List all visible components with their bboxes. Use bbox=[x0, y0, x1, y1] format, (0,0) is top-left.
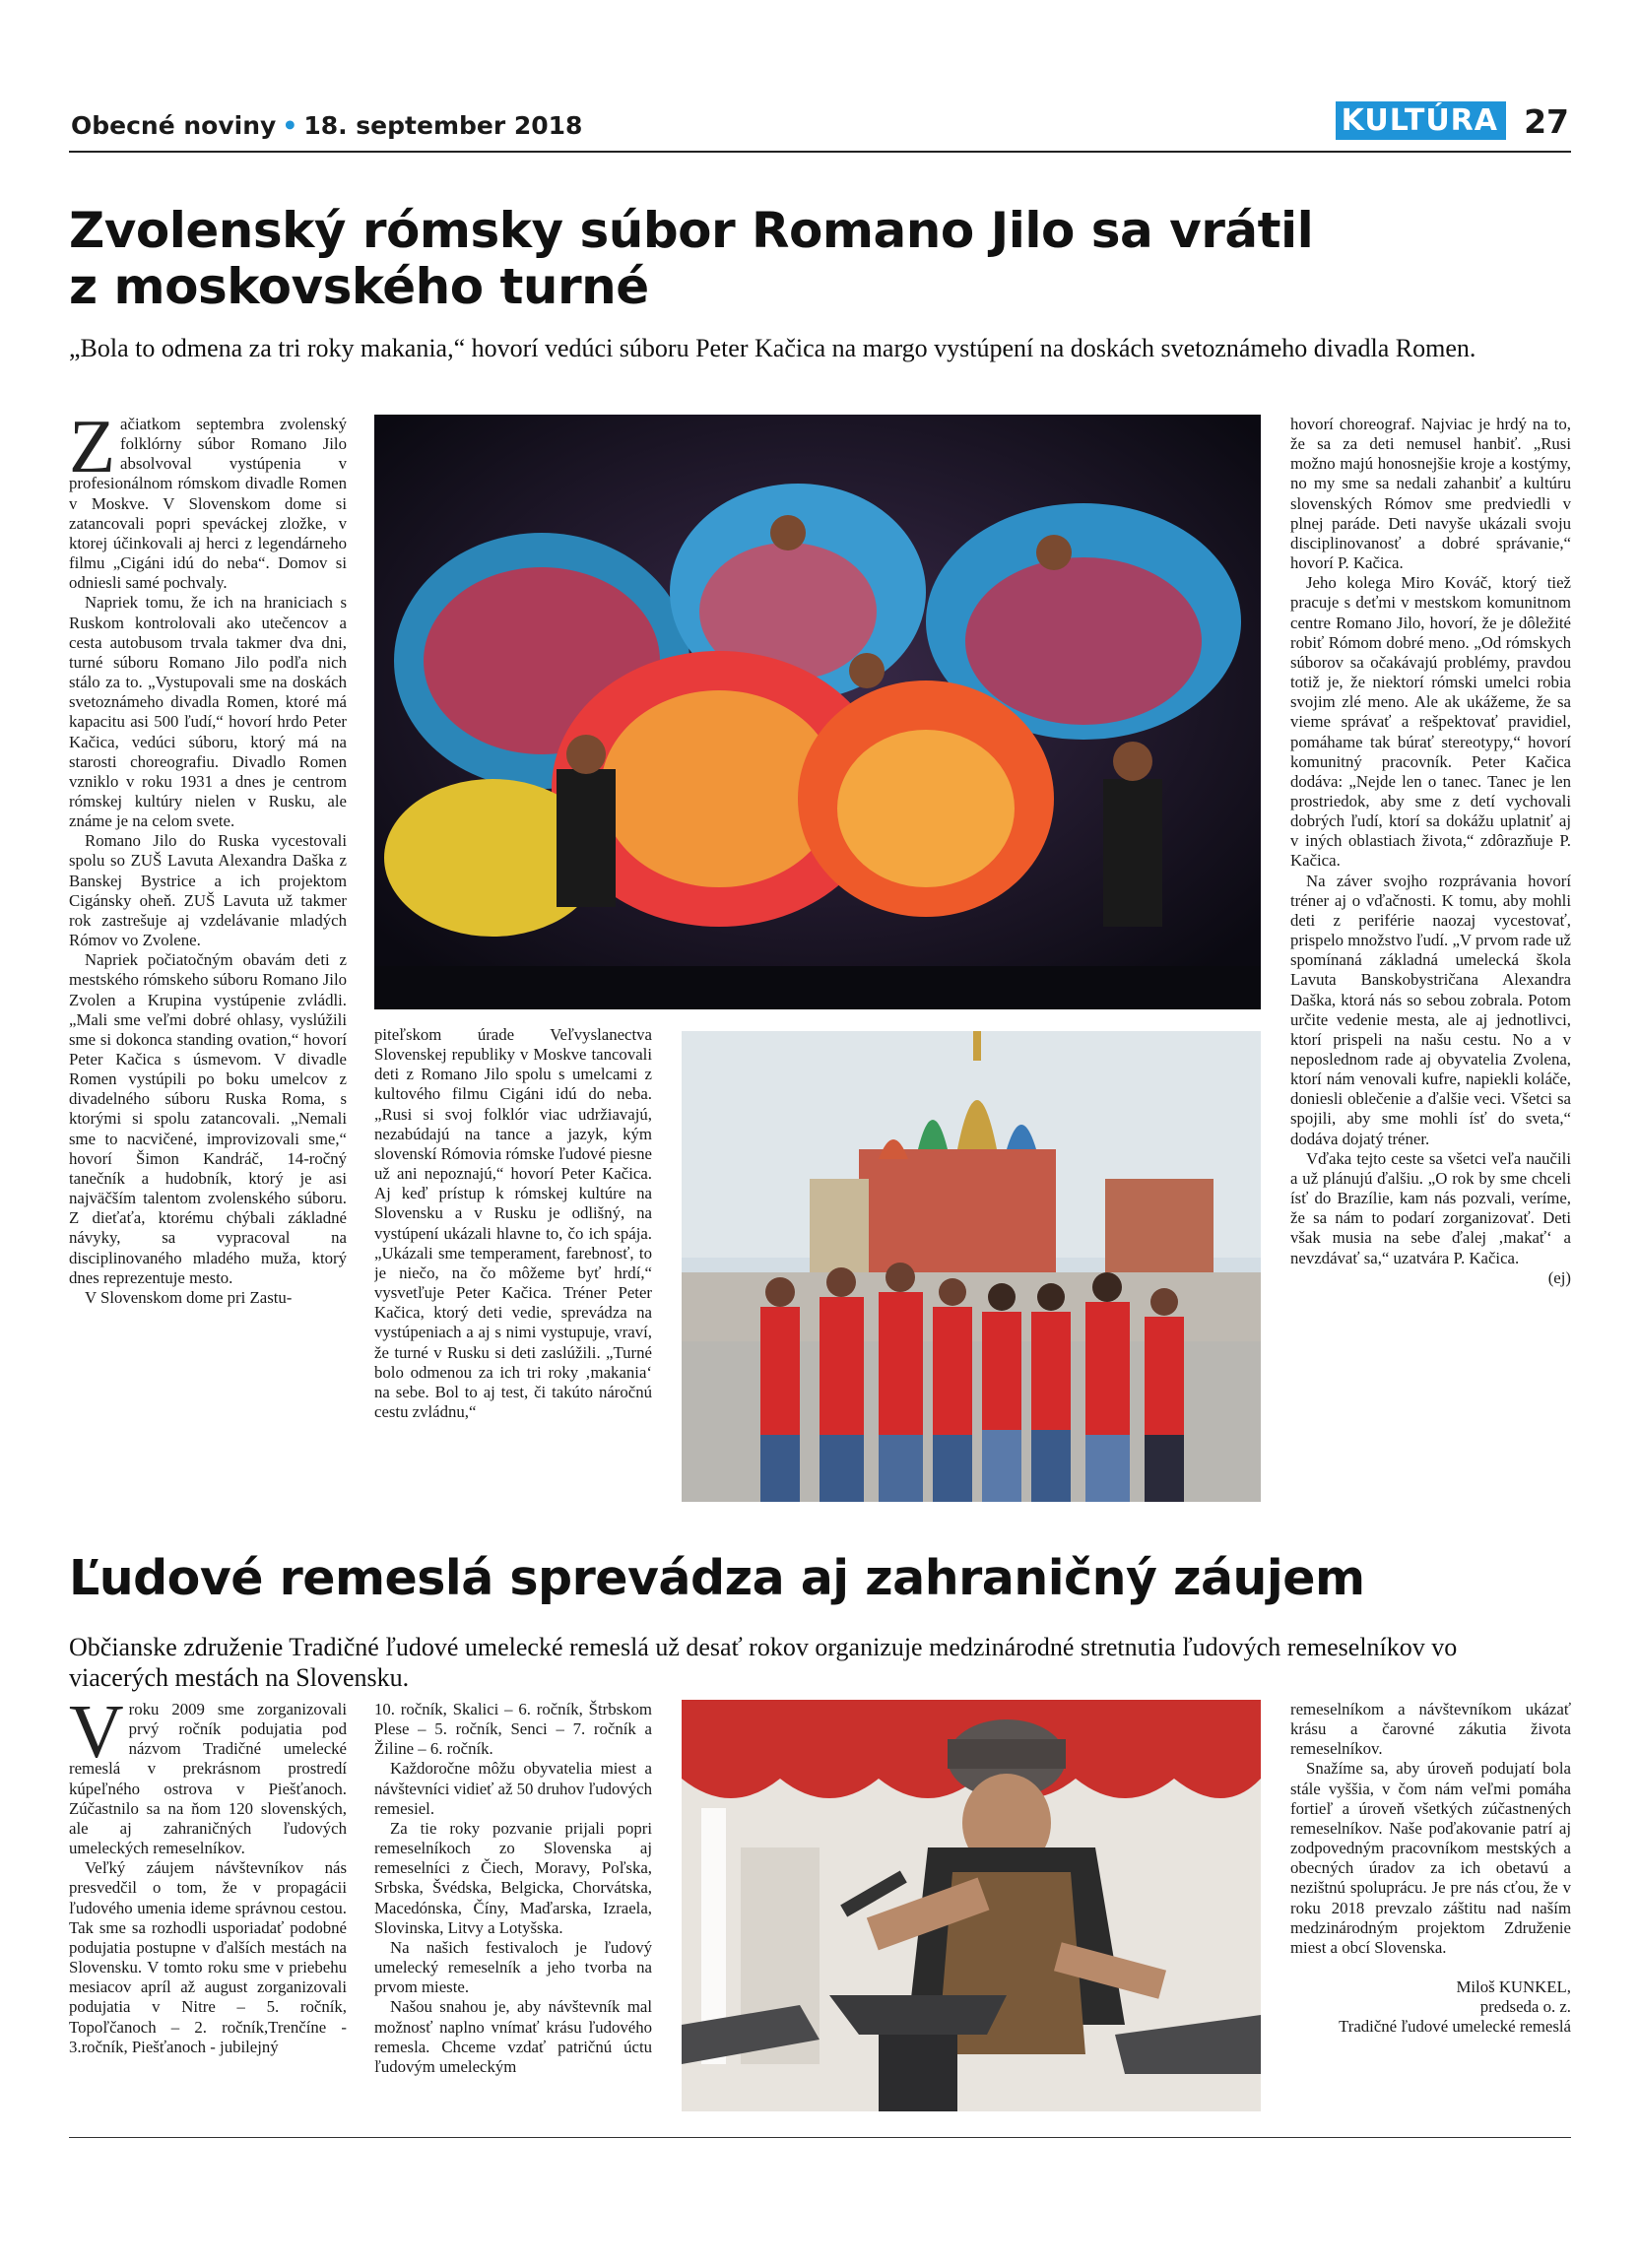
page-number: 27 bbox=[1524, 102, 1569, 141]
paragraph: ačiatkom septembra zvolenský folklórny súbor Romano Jilo absolvoval vystúpenia v profesionálnom rómskom divadle Romen v Moskve. V Slovenskom dome si zatancovali popri speváckej zložke, v ktorej účinkovali aj herci z legendárneho filmu „Cigáni idú do neba“. Domov si odniesli samé pochvaly. bbox=[69, 415, 347, 593]
paragraph: V Slovenskom dome pri Zastu- bbox=[85, 1287, 293, 1307]
paragraph: Na našich festivaloch je ľudový umelecký remeselník a jeho tvorba na prvom mieste. bbox=[374, 1937, 652, 1997]
publication-name: Obecné noviny bbox=[71, 111, 277, 140]
paragraph: Veľký záujem návštevníkov nás presvedčil o tom, že v propagácii ľudového umenia ideme správnou cestou. Tak sme sa rozhodli usporiadať podobné podujatia postupne v ďalších mestách na Slovensku. V tomto roku sme v priebehu mesiacov apríl až august zorganizovali podujatia v Nitre – 5. ročník, Topoľčanoch – 2. ročník,Trenčíne - 3.ročník, Piešťanoch - jubilejný bbox=[69, 1858, 347, 2056]
paragraph: roku 2009 sme zorganizovali prvý ročník podujatia pod názvom Tradičné umelecké remeslá v prekrásnom prostredí kúpeľného ostrova v Piešťanoch. Zúčastnilo sa na ňom 120 slovenských, ale aj zahraničných ľudových umeleckých remeselníkov. bbox=[69, 1700, 347, 1858]
article1-column-1 bbox=[69, 415, 347, 1498]
paragraph: Snažíme sa, aby úroveň podujatí bola stále vyššia, v čom nám veľmi pomáha fortieľ a úroveň všetkých zúčastnených remeselníkov. Naše poďakovanie patrí aj zodpovedným pracovníkom mestských a obecných úradov za ich obetavú a nezištnú spoluprácu. Je pre nás cťou, že v roku 2018 prevzalo záštitu nad naším medzinárodným projektom Združenie miest a obcí Slovenska. bbox=[1290, 1759, 1571, 1957]
blacksmith-photo bbox=[682, 1700, 1261, 2111]
dancers-photo bbox=[374, 415, 1261, 1009]
paragraph: Našou snahou je, aby návštevník mal možnosť naplno vnímať krásu ľudového remesla. Chceme vzdať patričnú úctu ľudovým umeleckým bbox=[374, 1997, 652, 2076]
paragraph: hovorí choreograf. Najviac je hrdý na to, že sa za deti nemusel hanbiť. „Rusi možno majú honosnejšie kroje a kostýmy, no my sme sa nedali zahanbiť a kultúru slovenských Rómov sme predviedli v plnej paráde. Deti navyše ukázali svoju disciplinovanosť a dobré správanie,“ hovorí P. Kačica. bbox=[1290, 415, 1571, 573]
paragraph: Za tie roky pozvanie prijali popri remeselníkoch zo Slovenska aj remeselníci z Čiech, Moravy, Poľska, Srbska, Švédska, Belgicka, Chorvátska, Macedónska, Číny, Maďarska, Izraela, Slovinska, Litvy a Lotyšska. bbox=[374, 1818, 652, 1937]
dropcap: V bbox=[69, 1700, 124, 1774]
bottom-divider bbox=[69, 2137, 1571, 2138]
article2-column-1 bbox=[69, 1700, 347, 2123]
article1-headline-line2: z moskovského turné bbox=[69, 258, 649, 315]
paragraph: Na záver svojho rozprávania hovorí tréner aj o vďačnosti. K tomu, aby mohli deti z periférie naozaj vycestovať, prispelo množstvo ľudí. „V prvom rade už spomínaná základná umelecká škola Lavuta Banskobystričana Alexandra Daška, ktorá nás so sebou zobrala. Potom určite vedenie mesta, ale aj jednotlivci, ktorí prispeli na našu cestu. No a v neposlednom rade aj obyvatelia Zvolena, ktorí nám venovali kufre, napiekli koláče, doniesli oblečenie a ďalšie veci. Všetci sa spojili, aby sme mohli ísť do sveta,“ dodáva dojatý tréner. bbox=[1290, 871, 1571, 1148]
header-publication-line bbox=[71, 111, 582, 140]
article1-headline-line1: Zvolenský rómsky súbor Romano Jilo sa vrátil bbox=[69, 202, 1314, 259]
paragraph: Napriek tomu, že ich na hraniciach s Ruskom kontrolovali ako utečencov a cesta autobusom trvala takmer dva dni, turné súboru Romano Jilo podľa nich stálo za to. „Vystupovali sme na doskách svetoznámeho divadla Romen, ktoré má kapacitu asi 500 ľudí,“ hovorí hrdo Peter Kačica, vedúci súboru, ktorý má na starosti choreografiu. Divadlo Romen vzniklo v roku 1931 a dnes je centrom rómskej kultúry nielen v Rusku, ale známe je na celom svete. bbox=[69, 593, 347, 831]
signature-organization: Tradičné ľudové umelecké remeslá bbox=[1339, 2017, 1571, 2037]
article1-column-2 bbox=[374, 1025, 652, 1498]
issue-date: 18. september 2018 bbox=[303, 111, 583, 140]
separator-dot: • bbox=[282, 111, 298, 140]
article1-lead: „Bola to odmena za tri roky makania,“ hovorí vedúci súboru Peter Kačica na margo vystúpení na doskách svetoznámeho divadla Romen. bbox=[69, 334, 1476, 362]
paragraph: Vďaka tejto ceste sa všetci veľa naučili a už plánujú ďalšiu. „O rok by sme chceli ísť do Brazílie, kam nás pozvali, veríme, že sa nám to podarí zorganizovať. Deti však musia na sebe ďalej ‚makať‘ a nevzdávať sa,“ uzatvára P. Kačica. bbox=[1290, 1148, 1571, 1267]
dropcap: Z bbox=[69, 415, 116, 488]
article2-lead: Občianske združenie Tradičné ľudové umelecké remeslá už desať rokov organizuje medzinárodné stretnutia ľudových remeselníkov vo viacerých mestách na Slovensku. bbox=[69, 1633, 1458, 1692]
article1-column-3 bbox=[1290, 415, 1571, 1513]
paragraph: Jeho kolega Miro Kováč, ktorý tiež pracuje s deťmi v mestskom komunitnom centre Romano Jilo, hovorí, že je dôležité robiť Rómom dobré meno. „Od rómskych súborov sa očakávajú problémy, pravdou totiž je, že niektorí rómski umelci robia svojim zlé meno. Ale ak ukážeme, že sa vieme správať a rešpektovať pravidiel, pomáhame tak búrať stereotypy,“ hovorí komunitný pracovník. Peter Kačica dodáva: „Nejde len o tanec. Tanec je len prostriedok, aby sme z detí vychovali dobrých ľudí, ktorí sa dokážu uplatniť aj v iných oblastiach života,“ zdôrazňuje P. Kačica. bbox=[1290, 573, 1571, 871]
article2-headline: Ľudové remeslá sprevádza aj zahraničný záujem bbox=[69, 1550, 1365, 1606]
paragraph: remeselníkom a návštevníkom ukázať krásu a čarovné zákutia života remeselníkov. bbox=[1290, 1700, 1571, 1759]
paragraph: piteľskom úrade Veľvyslanectva Slovenskej republiky v Moskve tancovali deti z Romano Jilo spolu s umelcami z kultového filmu Cigáni idú do neba. „Rusi si svoj folklór viac udržiavajú, nezabúdajú na tance a jazyk, kým slovenskí Rómovia rómske ľudové piesne už ani nepoznajú,“ hovorí Peter Kačica. Aj keď prístup k rómskej kultúre na Slovensku a v Rusku je odlišný, na vystúpení ukázali hlavne to, čo ich spája. „Ukázali sme temperament, farebnosť, to je niečo, na čo môžeme byť hrdí,“ vysvetľuje Peter Kačica. Tréner Peter Kačica, ktorý deti vedie, sprevádza na vystúpeniach a aj s nimi vystupuje, vraví, že turné v Rusku si deti zaslúžili. „Turné bolo odmenou za ich tri roky ‚makania‘ na sebe. Bol to aj test, či takúto náročnú cestu zvládnu,“ bbox=[374, 1025, 652, 1421]
red-square-group-photo bbox=[682, 1031, 1261, 1502]
paragraph: 10. ročník, Skalici – 6. ročník, Štrbskom Plese – 5. ročník, Senci – 7. ročník a Žiline – 6. ročník. bbox=[374, 1700, 652, 1759]
signature-name: Miloš KUNKEL, bbox=[1456, 1977, 1571, 1997]
article2-column-3 bbox=[1290, 1700, 1571, 2123]
section-badge: KULTÚRA bbox=[1336, 101, 1506, 140]
signature-role: predseda o. z. bbox=[1479, 1997, 1571, 2017]
paragraph: Napriek počiatočným obavám deti z mestského rómskeho súboru Romano Jilo Zvolen a Krupina vystúpenie zvládli. „Mali sme veľmi dobré ohlasy, vyslúžili sme si dokonca standing ovation,“ hovorí Peter Kačica s úsmevom. V divadle Romen vystúpili po boku umelcov z divadelného súboru Ruska Roma, s ktorými si spolu zatancovali. „Nemali sme to nacvičené, improvizovali sme,“ hovorí Šimon Kandráč, 14-ročný tanečník a hudobník, ktorý je asi najväčším talentom zvolenského súboru. Z dieťaťa, ktorému chýbali základné návyky, sa vypracoval na disciplinovaného mladého muža, ktorý dnes reprezentuje mesto. bbox=[69, 950, 347, 1287]
page-header bbox=[69, 94, 1571, 153]
article1-headline bbox=[69, 203, 1546, 315]
paragraph: Romano Jilo do Ruska vycestovali spolu so ZUŠ Lavuta Alexandra Daška z Banskej Bystrice a ich projektom Cigánsky oheň. ZUŠ Lavuta už takmer rok zastrešuje aj vzdelávanie mladých Rómov vo Zvolene. bbox=[69, 831, 347, 950]
paragraph: Každoročne môžu obyvatelia miest a návštevníci vidieť až 50 druhov ľudových remesiel. bbox=[374, 1759, 652, 1818]
author-initials: (ej) bbox=[1547, 1267, 1571, 1287]
article2-column-2 bbox=[374, 1700, 652, 2123]
